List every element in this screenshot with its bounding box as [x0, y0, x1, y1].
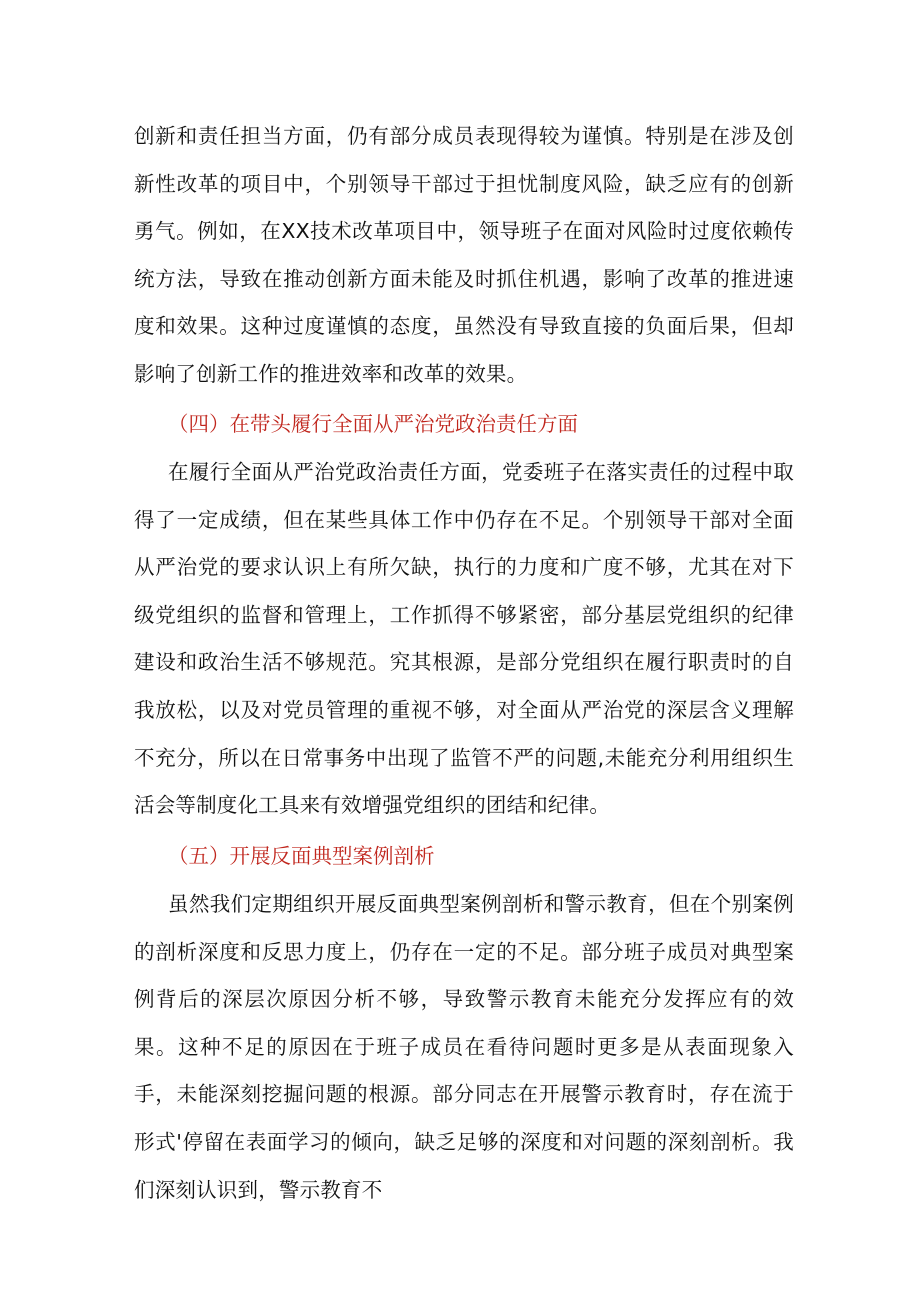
paragraph-innovation-responsibility: [134, 113, 794, 399]
section-heading-5: [134, 833, 794, 881]
section-heading: （四）在带头履行全面从严治党政治责任方面: [168, 412, 578, 436]
body-paragraph: 在履行全面从严治党政治责任方面，党委班子在落实责任的过程中取得了一定成绩，但在某些具体工作中仍存在不足。个别领导干部对全面从严治党的要求认识上有所欠缺，执行的力度和广度不够，尤其在对下级党组织的监督和管理上，工作抓得不够紧密，部分基层党组织的纪律建设和政治生活不够规范。究其根源，是部分党组织在履行职责时的自我放松，以及对党员管理的重视不够，对全面从严治党的深层含义理解不充分，所以在日常事务中出现了监管不严的问题,未能充分利用组织生活会等制度化工具来有效增强党组织的团结和纪律。: [134, 460, 794, 818]
section-heading-4: [134, 401, 794, 449]
body-paragraph: 创新和责任担当方面，仍有部分成员表现得较为谨慎。特别是在涉及创新性改革的项目中，个别领导干部过于担忧制度风险，缺乏应有的创新勇气。例如，在XX技术改革项目中，领导班子在面对风险时过度依赖传统方法，导致在推动创新方面未能及时抓住机遇，影响了改革的推进速度和效果。这种过度谨慎的态度，虽然没有导致直接的负面后果，但却影响了创新工作的推进效率和改革的效果。: [134, 124, 794, 386]
body-paragraph: 虽然我们定期组织开展反面典型案例剖析和警示教育，但在个别案例的剖析深度和反思力度上，仍存在一定的不足。部分班子成员对典型案例背后的深层次原因分析不够，导致警示教育未能充分发挥应有的效果。这种不足的原因在于班子成员在看待问题时更多是从表面现象入手，未能深刻挖掘问题的根源。部分同志在开展警示教育时，存在流于形式'停留在表面学习的倾向，缺乏足够的深度和对问题的深刻剖析。我们深刻认识到，警示教育不: [134, 892, 794, 1202]
paragraph-party-governance: [134, 449, 794, 830]
paragraph-case-analysis: [134, 881, 794, 1214]
section-heading: （五）开展反面典型案例剖析: [168, 844, 435, 868]
